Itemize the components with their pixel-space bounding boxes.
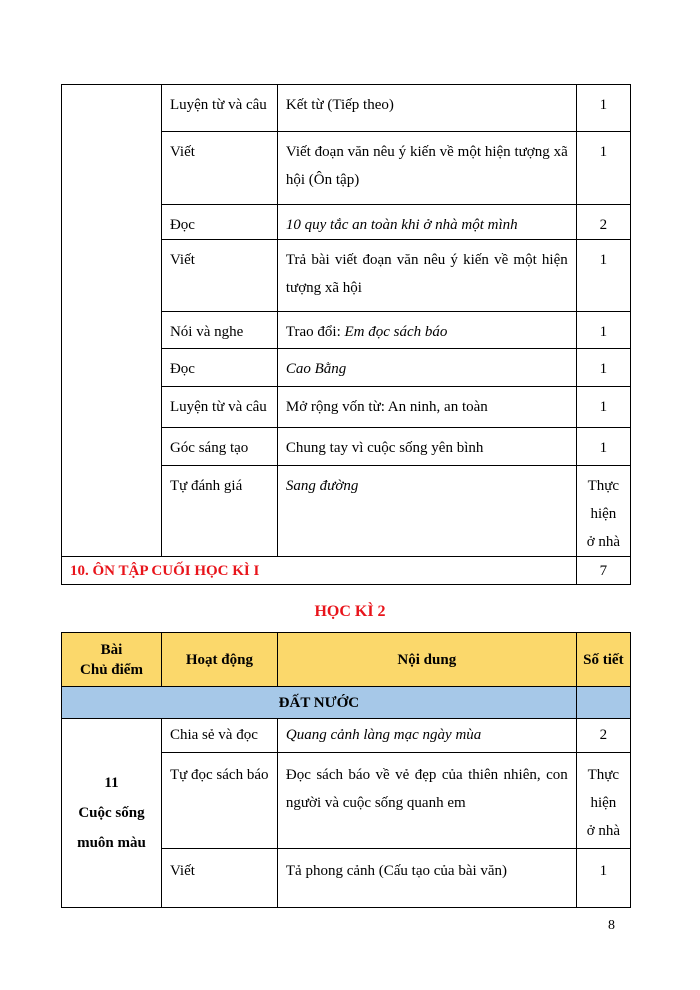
periods-cell: 1 bbox=[576, 312, 630, 349]
unit-name-line2: muôn màu bbox=[77, 835, 146, 851]
content-cell: Viết đoạn văn nêu ý kiến về một hiện tượng xã hội (Ôn tập) bbox=[277, 132, 576, 205]
periods-cell: 1 bbox=[576, 349, 630, 387]
header-unit bbox=[62, 633, 162, 687]
table-header-row bbox=[62, 633, 631, 687]
activity-cell: Tự đọc sách báo bbox=[161, 753, 277, 849]
unit-number: 11 bbox=[104, 775, 119, 791]
content-cell: Chung tay vì cuộc sống yên bình bbox=[277, 428, 576, 466]
activity-cell: Đọc bbox=[161, 205, 277, 240]
table-row bbox=[62, 719, 631, 753]
review-row bbox=[62, 557, 631, 585]
periods-cell: Thực hiện ở nhà bbox=[576, 753, 630, 849]
header-activity: Hoạt động bbox=[161, 633, 277, 687]
content-cell: Mở rộng vốn từ: An ninh, an toàn bbox=[277, 387, 576, 428]
periods-cell: 1 bbox=[576, 240, 630, 312]
unit-cell bbox=[62, 719, 162, 908]
periods-cell: 7 bbox=[576, 557, 630, 585]
theme-empty-cell bbox=[576, 687, 630, 719]
lesson-plan-table-continued bbox=[61, 84, 631, 585]
content-cell: Trả bài viết đoạn văn nêu ý kiến về một hiện tượng xã hội bbox=[277, 240, 576, 312]
review-label: 10. ÔN TẬP CUỐI HỌC KÌ I bbox=[62, 557, 577, 585]
periods-cell: 1 bbox=[576, 387, 630, 428]
theme-row bbox=[62, 687, 631, 719]
activity-cell: Đọc bbox=[161, 349, 277, 387]
content-cell bbox=[277, 312, 576, 349]
periods-cell: 2 bbox=[576, 719, 630, 753]
periods-cell: 2 bbox=[576, 205, 630, 240]
content-cell: Tả phong cảnh (Cấu tạo của bài văn) bbox=[277, 849, 576, 908]
activity-cell: Viết bbox=[161, 849, 277, 908]
unit-cell-continued bbox=[62, 85, 162, 557]
theme-label: ĐẤT NƯỚC bbox=[62, 687, 577, 719]
activity-cell: Viết bbox=[161, 240, 277, 312]
content-cell: Đọc sách báo về vẻ đẹp của thiên nhiên, con người và cuộc sống quanh em bbox=[277, 753, 576, 849]
content-cell: Sang đường bbox=[277, 466, 576, 557]
unit-name-line1: Cuộc sống bbox=[78, 805, 145, 821]
table-row bbox=[62, 85, 631, 132]
lesson-plan-table-semester-2 bbox=[61, 632, 631, 908]
activity-cell: Luyện từ và câu bbox=[161, 387, 277, 428]
activity-cell: Tự đánh giá bbox=[161, 466, 277, 557]
periods-cell: 1 bbox=[576, 849, 630, 908]
header-unit-line2: Chủ điểm bbox=[80, 661, 143, 678]
activity-cell: Chia sẻ và đọc bbox=[161, 719, 277, 753]
activity-cell: Viết bbox=[161, 132, 277, 205]
content-italic: Em đọc sách báo bbox=[344, 324, 448, 340]
periods-cell: 1 bbox=[576, 85, 630, 132]
periods-cell: 1 bbox=[576, 428, 630, 466]
header-content: Nội dung bbox=[277, 633, 576, 687]
activity-cell: Góc sáng tạo bbox=[161, 428, 277, 466]
content-prefix: Trao đổi: bbox=[285, 324, 345, 340]
content-cell: Kết từ (Tiếp theo) bbox=[277, 85, 576, 132]
semester-2-heading: HỌC KÌ 2 bbox=[314, 603, 386, 620]
content-cell: Cao Bằng bbox=[277, 349, 576, 387]
content-cell: 10 quy tắc an toàn khi ở nhà một mình bbox=[277, 205, 576, 240]
header-unit-line1: Bài bbox=[100, 641, 123, 658]
content-cell: Quang cảnh làng mạc ngày mùa bbox=[277, 719, 576, 753]
activity-cell: Luyện từ và câu bbox=[161, 85, 277, 132]
activity-cell: Nói và nghe bbox=[161, 312, 277, 349]
page-number: 8 bbox=[608, 918, 615, 933]
header-periods: Số tiết bbox=[576, 633, 630, 687]
periods-cell: Thực hiện ở nhà bbox=[576, 466, 630, 557]
periods-cell: 1 bbox=[576, 132, 630, 205]
